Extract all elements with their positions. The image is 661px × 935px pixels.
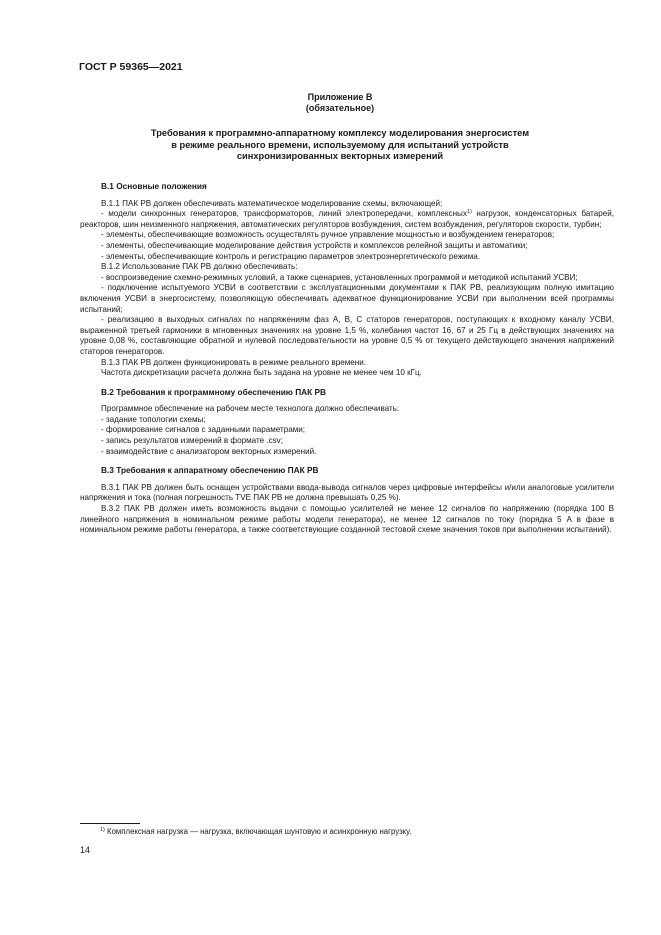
paragraph: В.1.2 Использование ПАК РВ должно обеспечивать: [101, 262, 298, 272]
footnote-divider [80, 823, 140, 824]
section-heading-b3: В.3 Требования к аппаратному обеспечению ПАК РВ [101, 465, 319, 476]
annex-header [80, 92, 600, 114]
paragraph [80, 209, 614, 230]
paragraph: - формирование сигналов с заданными параметрами; [101, 425, 306, 435]
footnote-ref[interactable]: 1) [466, 209, 472, 216]
annex-status: (обязательное) [305, 103, 375, 113]
paragraph: В.3.1 ПАК РВ должен быть оснащен устройствами ввода-вывода сигналов через цифровые интерфейсы и/или аналоговые усилители напряжения и тока (полная погрешность TVE ПАК РВ не должна превышать 0,25 %). [80, 482, 614, 503]
paragraph: В.1.1 ПАК РВ должен обеспечивать математическое моделирование схемы, включающей: [101, 198, 443, 208]
paragraph: - запись результатов измерений в формате .csv; [101, 436, 283, 446]
paragraph: В.3.2 ПАК РВ должен иметь возможность выдачи с помощью усилителей не менее 12 сигналов по напряжению (порядка 100 В линейного напряжения в номинальном режиме работы модели генератора), не менее 12 сигналов по току (порядка 5 А в фазе в номинальном режиме работы генератора, а также соответствующие созданной тестовой схеме значения токов при выполнении испытаний). [80, 504, 614, 535]
paragraph: - элементы, обеспечивающие моделирование действия устройств и комплексов релейной защиты и автоматики; [101, 240, 528, 250]
document-body [80, 181, 614, 536]
page-number: 14 [80, 845, 91, 855]
annex-title [80, 128, 600, 163]
paragraph: - подключение испытуемого УСВИ в соответствии с эксплуатационными документами к ПАК РВ, реализующим полную имитацию включения УСВИ в энергосистему, позволяющую обеспечивать адекватное функционирование УСВИ при выполнении всей программы испытаний; [80, 283, 614, 314]
paragraph: - реализацию в выходных сигналах по напряжениям фаз А, В, С статоров генераторов, поступающих к входному каналу УСВИ, выраженной третьей гармоники в мгновенных значениях на уровне 1,5 %, колебания частот 16, 67 и 25 Гц в действующих значениях на уровне 0,08 %, составляющие обратной и нулевой последовательности на уровне 0,5 % от текущего действующего значения напряжений статоров генераторов. [80, 315, 614, 356]
paragraph: - элементы, обеспечивающие возможность осуществлять ручное управление мощностью и возбуждением генераторов; [101, 230, 555, 240]
annex-title-line: синхронизированных векторных измерений [236, 151, 444, 161]
standard-code: ГОСТ Р 59365—2021 [79, 61, 183, 73]
footnote-marker: 1) [100, 827, 105, 833]
annex-title-line: Требования к программно-аппаратному комплексу моделирования энергосистем [150, 128, 530, 138]
paragraph: В.1.3 ПАК РВ должен функционировать в режиме реального времени. [101, 357, 367, 367]
paragraph: Программное обеспечение на рабочем месте технолога должно обеспечивать: [101, 404, 400, 414]
paragraph: - задание топологии схемы; [101, 414, 206, 424]
paragraph: - воспроизведение схемно-режимных условий, а также сценариев, установленных программой и методикой испытаний УСВИ; [101, 272, 578, 282]
footnote [100, 827, 411, 837]
section-heading-b1: В.1 Основные положения [101, 181, 207, 191]
section-heading-b2: В.2 Требования к программному обеспечению ПАК РВ [101, 386, 327, 397]
paragraph-text: нагрузок, конденсаторных батарей, реакторов, шин неизменного напряжения, автоматических регуляторов возбуждения, систем возбуждения, регуляторов скорости, турбин; [80, 209, 614, 229]
footnote-text: Комплексная нагрузка — нагрузка, включающая шунтовую и асинхронную нагрузку. [104, 827, 412, 836]
paragraph: Частота дискретизации расчета должна быть задана на уровне не менее чем 10 кГц. [101, 368, 422, 378]
paragraph: - элементы, обеспечивающие контроль и регистрацию параметров электроэнергетического режима. [101, 251, 481, 261]
annex-label: Приложение В [307, 92, 373, 102]
annex-title-line: в режиме реального времени, используемому для испытаний устройств [171, 139, 509, 150]
paragraph-text: - модели синхронных генераторов, трансформаторов, линий электропередачи, комплексных [101, 209, 467, 219]
paragraph: - взаимодействие с анализатором векторных измерений. [101, 446, 317, 456]
